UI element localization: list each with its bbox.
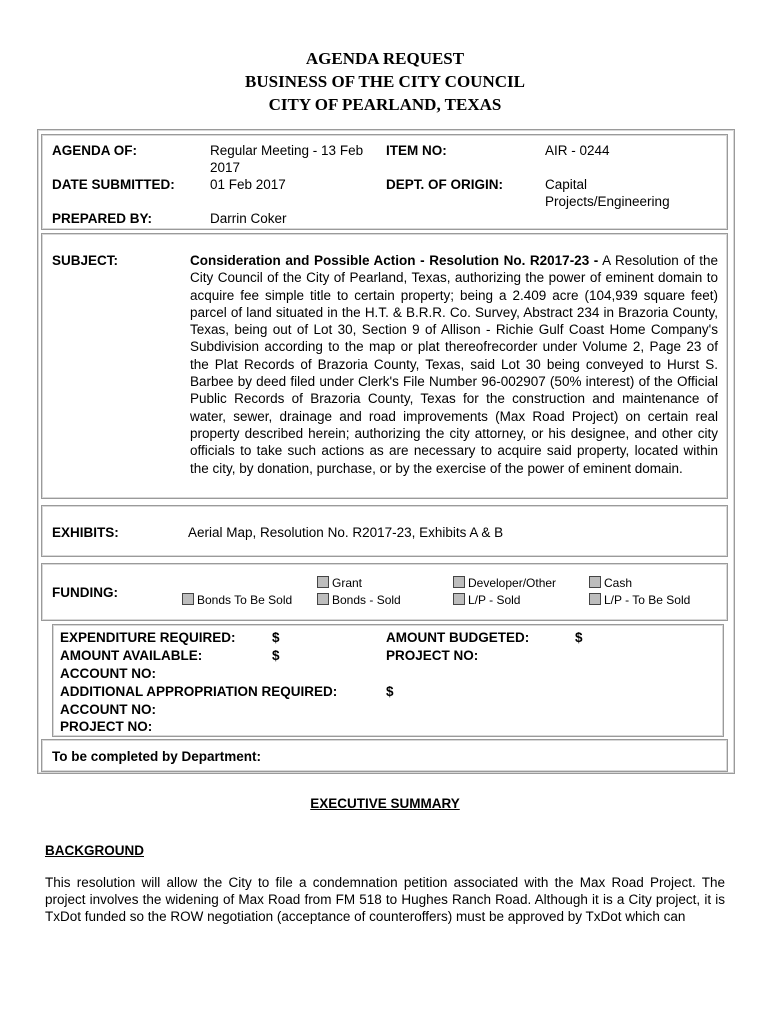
- exhibits-value: Aerial Map, Resolution No. R2017-23, Exhibits A & B: [188, 525, 504, 540]
- funding-option-label: Developer/Other: [468, 576, 557, 590]
- dept-origin-value-line2: Projects/Engineering: [545, 194, 670, 209]
- project-no-label-2: PROJECT NO:: [60, 719, 153, 734]
- agenda-of-value-line1: Regular Meeting - 13 Feb: [210, 143, 364, 158]
- checkbox-icon[interactable]: [453, 593, 465, 605]
- dept-origin-label: DEPT. OF ORIGIN:: [386, 177, 504, 192]
- background-heading: BACKGROUND: [45, 843, 144, 858]
- funding-option-lp-to-be-sold[interactable]: [589, 593, 690, 607]
- expenditure-required-value: $: [272, 630, 280, 645]
- subject-text: [190, 252, 718, 477]
- executive-summary-title: EXECUTIVE SUMMARY: [310, 796, 460, 811]
- amount-budgeted-label: AMOUNT BUDGETED:: [386, 630, 530, 645]
- funding-option-label: Cash: [604, 576, 633, 590]
- date-submitted-value: 01 Feb 2017: [210, 177, 286, 192]
- checkbox-icon[interactable]: [182, 593, 194, 605]
- checkbox-icon[interactable]: [589, 593, 601, 605]
- completed-by-label: To be completed by Department:: [52, 749, 262, 764]
- agenda-of-value-line2: 2017: [210, 160, 241, 175]
- funding-option-lp-sold[interactable]: [453, 593, 520, 607]
- subject-label: SUBJECT:: [52, 253, 119, 268]
- funding-option-grant[interactable]: [317, 576, 362, 590]
- funding-option-bonds-sold[interactable]: [317, 593, 401, 607]
- checkbox-icon[interactable]: [453, 576, 465, 588]
- account-no-label: ACCOUNT NO:: [60, 666, 156, 681]
- funding-label: FUNDING:: [52, 585, 118, 600]
- amount-available-label: AMOUNT AVAILABLE:: [60, 648, 203, 663]
- header-title: AGENDA REQUEST: [305, 49, 465, 68]
- exhibits-label: EXHIBITS:: [52, 525, 119, 540]
- expenditure-required-label: EXPENDITURE REQUIRED:: [60, 630, 236, 645]
- document-header: [0, 47, 770, 116]
- checkbox-icon[interactable]: [317, 593, 329, 605]
- item-no-value: AIR - 0244: [545, 143, 610, 158]
- item-no-label: ITEM NO:: [386, 143, 447, 158]
- funding-option-label: L/P - Sold: [468, 593, 521, 607]
- prepared-by-value: Darrin Coker: [210, 211, 287, 226]
- prepared-by-label: PREPARED BY:: [52, 211, 153, 226]
- amount-budgeted-value: $: [575, 630, 583, 645]
- amount-available-value: $: [272, 648, 280, 663]
- funding-option-label: L/P - To Be Sold: [604, 593, 691, 607]
- checkbox-icon[interactable]: [317, 576, 329, 588]
- additional-appropriation-label: ADDITIONAL APPROPRIATION REQUIRED:: [60, 684, 338, 699]
- funding-option-bonds-to-be-sold[interactable]: [182, 593, 292, 607]
- funding-option-label: Bonds - Sold: [332, 593, 401, 607]
- header-subtitle: BUSINESS OF THE CITY COUNCIL: [245, 72, 525, 91]
- agenda-of-label: AGENDA OF:: [52, 143, 137, 158]
- additional-appropriation-value: $: [386, 684, 394, 699]
- date-submitted-label: DATE SUBMITTED:: [52, 177, 175, 192]
- background-paragraph: This resolution will allow the City to file a condemnation petition associated with the Max Road Project. The project involves the widening of Max Road from FM 518 to Hughes Ranch Road. Although it is a City project, it is TxDot funded so the ROW negotiation (acceptance of counteroffers) must be approved by TxDot which can: [45, 875, 725, 924]
- project-no-label: PROJECT NO:: [386, 648, 479, 663]
- funding-option-label: Grant: [332, 576, 363, 590]
- dept-origin-value-line1: Capital: [545, 177, 588, 192]
- funding-option-developer-other[interactable]: [453, 576, 556, 590]
- funding-section: [41, 563, 728, 621]
- account-no-label-2: ACCOUNT NO:: [60, 702, 156, 717]
- funding-option-cash[interactable]: [589, 576, 632, 590]
- subject-body: A Resolution of the City Council of the City of Pearland, Texas, authorizing the power of eminent domain to acquire fee simple title to certain property; being a 2.409 acre (104,939 square feet) parcel of land situated in the H.T. & B.R.R. Co. Survey, Abstract 234 in Brazoria County, Texas, being out of Lot 30, Section 9 of Allison - Richie Gulf Coast Home Company's Subdivision according to the map or plat thereofrecorder under Volume 2, Page 23 of the Plat Records of Brazoria County, Texas, said Lot 30 being conveyed to Hurst S. Barbee by deed filed under Clerk's File Number 96-002907 (50% interest) of the Official Public Records of Brazoria County, Texas for the construction and maintenance of water, sewer, drainage and road improvements (Max Road Project) on certain real property described herein; authorizing the city attorney, or his designee, and other city officials to take such actions as are necessary to acquire said property, located within the city, by donation, purchase, or by the exercise of the power of eminent domain.: [190, 253, 718, 476]
- checkbox-icon[interactable]: [589, 576, 601, 588]
- header-city: CITY OF PEARLAND, TEXAS: [268, 95, 502, 114]
- subject-bold-title: Consideration and Possible Action - Resolution No. R2017-23 -: [190, 253, 599, 268]
- funding-option-label: Bonds To Be Sold: [197, 593, 293, 607]
